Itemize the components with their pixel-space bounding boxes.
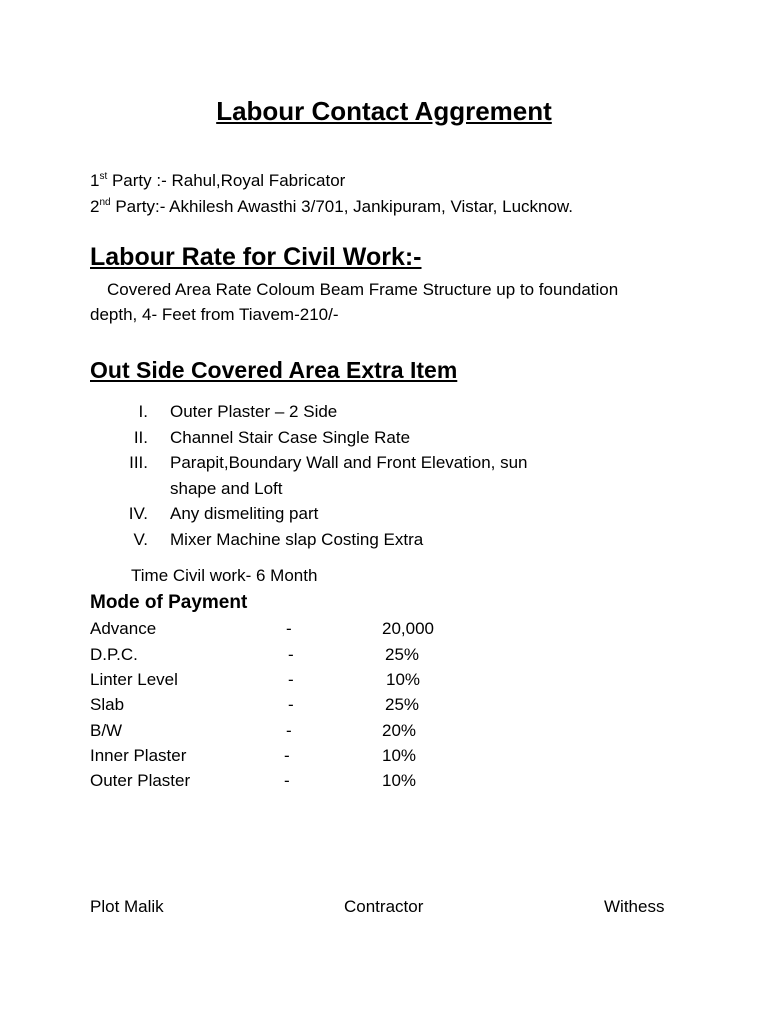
payment-value: 20,000 — [382, 619, 434, 638]
payment-dash: - — [288, 670, 294, 689]
payment-dash: - — [284, 746, 290, 765]
list-item-number: V. — [133, 529, 148, 549]
payment-label: Linter Level — [90, 670, 178, 689]
list-item-number: I. — [138, 402, 148, 421]
payment-value: 10% — [386, 670, 421, 689]
time-civil-work: Time Civil work- 6 Month — [131, 566, 318, 585]
payment-dash: - — [286, 619, 292, 638]
payment-label: Slab — [90, 695, 125, 714]
payment-dash: - — [286, 721, 292, 740]
second-party — [90, 197, 573, 217]
second-party-sup: nd — [99, 197, 111, 208]
extra-items-list — [90, 399, 690, 552]
payment-row — [90, 619, 490, 644]
payment-row — [90, 771, 490, 796]
second-party-num: 2 — [90, 197, 100, 216]
list-item-number: II. — [133, 427, 148, 447]
payment-value: 25% — [385, 695, 420, 714]
list-item-text: Outer Plaster – 2 Side — [170, 402, 338, 421]
list-item — [90, 527, 690, 553]
signature-contractor: Contractor — [344, 897, 424, 916]
civil-work-heading: Labour Rate for Civil Work:- — [90, 243, 422, 271]
first-party-text: Party :- Rahul,Royal Fabricator — [107, 171, 346, 190]
payment-value: 20% — [382, 721, 417, 740]
payment-label: B/W — [90, 721, 123, 740]
mode-of-payment-heading: Mode of Payment — [90, 592, 248, 613]
list-item — [90, 399, 690, 425]
payment-label: D.P.C. — [90, 645, 138, 664]
list-item-text: Any dismeliting part — [170, 504, 319, 523]
payment-dash: - — [288, 695, 294, 714]
payment-label: Advance — [90, 619, 157, 638]
first-party-sup: st — [99, 171, 108, 182]
list-item-text: Mixer Machine slap Costing Extra — [170, 529, 424, 549]
first-party-num: 1 — [90, 171, 100, 190]
payment-dash: - — [288, 645, 294, 664]
list-item-text: Parapit,Boundary Wall and Front Elevation, sun shape and Loft — [170, 453, 528, 498]
list-item-number: IV. — [128, 504, 148, 523]
list-item — [90, 450, 690, 501]
list-item — [90, 501, 690, 527]
civil-line-1: Covered Area Rate Coloum Beam Frame Structure up to foundation — [107, 280, 619, 299]
payment-row — [90, 721, 490, 746]
payment-row — [90, 645, 490, 670]
civil-line-2: depth, 4- Feet from Tiavem-210/- — [90, 305, 339, 324]
payment-value: 25% — [385, 645, 420, 664]
list-item-text: Channel Stair Case Single Rate — [170, 427, 411, 447]
signature-witness: Withess — [604, 897, 665, 916]
payment-value: 10% — [382, 771, 417, 790]
payment-row — [90, 695, 490, 720]
payment-dash: - — [284, 771, 290, 790]
list-item — [90, 425, 690, 451]
document-title: Labour Contact Aggrement — [216, 96, 552, 126]
payment-value: 10% — [382, 746, 417, 765]
first-party — [90, 171, 345, 191]
civil-work-description — [90, 277, 690, 327]
payment-row — [90, 670, 490, 695]
signature-plot-malik: Plot Malik — [90, 897, 164, 916]
list-item-number: III. — [129, 453, 148, 472]
payment-row — [90, 746, 490, 771]
payment-label: Inner Plaster — [90, 746, 187, 765]
payment-label: Outer Plaster — [90, 771, 191, 790]
second-party-text: Party:- Akhilesh Awasthi 3/701, Jankipuram, Vistar, Lucknow. — [110, 197, 573, 216]
extra-items-heading: Out Side Covered Area Extra Item — [90, 357, 458, 383]
